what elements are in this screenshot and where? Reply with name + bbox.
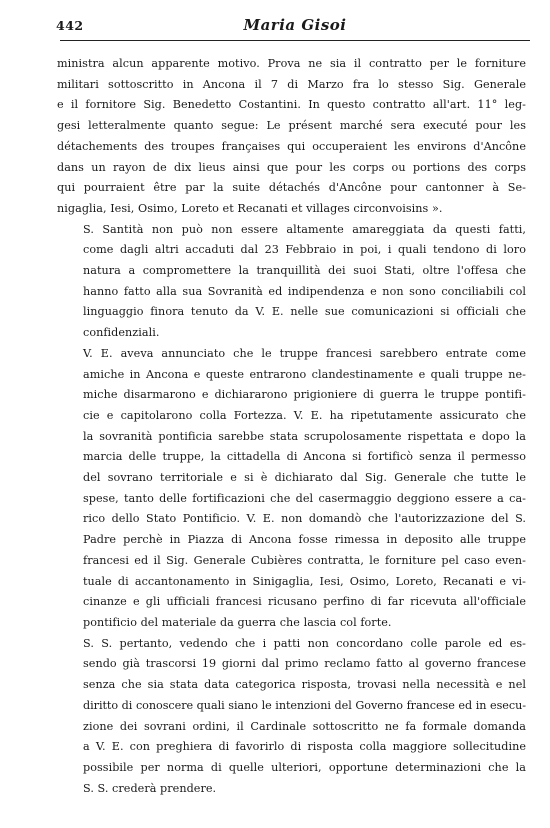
text-line: miche disarmarono e dichiararono prigioniere di guerra le truppe pontifi-	[83, 388, 526, 402]
body-text	[57, 54, 526, 799]
text-line: militari sottoscritto in Ancona il 7 di Marzo fra lo stesso Sig. Generale	[57, 77, 526, 91]
text-line: hanno fatto alla sua Sovranità ed indipendenza e non sono conciliabili col	[83, 284, 526, 298]
text-line: francesi ed il Sig. Generale Cubières contratta, le forniture pel caso even-	[83, 553, 526, 567]
page-header	[56, 14, 530, 41]
text-line: amiche in Ancona e queste entrarono clandestinamente e quali truppe ne-	[83, 367, 526, 381]
text-line: rico dello Stato Pontificio. V. E. non domandò che l'autorizzazione del S.	[83, 512, 526, 526]
paragraph	[57, 220, 526, 344]
text-line: V. E. aveva annunciato che le truppe francesi sarebbero entrate come	[83, 346, 526, 360]
text-line: natura a compromettere la tranquillità dei suoi Stati, oltre l'offesa che	[83, 264, 526, 278]
text-line: qui pourraient être par la suite détachés d'Ancône pour cantonner à Se-	[57, 181, 526, 195]
text-line: come dagli altri accaduti dal 23 Febbraio in poi, i quali tendono di loro	[83, 243, 526, 257]
text-line: marcia delle truppe, la cittadella di Ancona si fortificò senza il permesso	[83, 450, 526, 464]
text-line: ministra alcun apparente motivo. Prova ne sia il contratto per le forniture	[57, 57, 526, 70]
text-line: gesi letteralmente quanto segue: Le présent marché sera executé pour les	[57, 119, 526, 133]
text-line: cinanze e gli ufficiali francesi ricusano perfino di far ricevuta all'officiale	[83, 595, 526, 609]
text-line: del sovrano territoriale e si è dichiarato dal Sig. Generale che tutte le	[83, 471, 526, 485]
text-line: possibile per norma di quelle ulteriori, opportune determinazioni che la	[83, 760, 526, 774]
text-line: diritto di conoscere quali siano le intenzioni del Governo francese ed in esecu-	[83, 698, 526, 712]
text-line: zione dei sovrani ordini, il Cardinale sottoscritto ne fa formale domanda	[83, 719, 526, 733]
page-number: 442	[56, 18, 84, 33]
text-line: détachements des troupes françaises qui occuperaient les environs d'Ancône	[57, 139, 526, 153]
text-line: S. S. crederà prendere.	[83, 781, 217, 795]
text-line: S. Santità non può non essere altamente amareggiata da questi fatti,	[83, 222, 526, 236]
text-line: dans un rayon de dix lieus ainsi que pour les corps ou portions des corps	[57, 160, 526, 174]
text-line: nigaglia, Iesi, Osimo, Loreto et Recanati et villages circonvoisins ».	[57, 201, 443, 215]
text-line: la sovranità pontificia sarebbe stata scrupolosamente rispettata e dopo la	[83, 429, 526, 443]
text-line: linguaggio finora tenuto da V. E. nelle sue comunicazioni si officiali che	[83, 305, 526, 319]
text-line: Padre perchè in Piazza di Ancona fosse rimessa in deposito alle truppe	[83, 533, 526, 547]
text-line: confidenziali.	[83, 326, 160, 340]
paragraph	[57, 344, 526, 634]
text-line: spese, tanto delle fortificazioni che del casermaggio deggiono essere a ca-	[83, 491, 526, 505]
text-line: senza che sia stata data categorica risposta, trovasi nella necessità e nel	[83, 678, 526, 692]
paragraph	[57, 634, 526, 800]
text-line: a V. E. con preghiera di favorirlo di risposta colla maggiore sollecitudine	[83, 740, 526, 754]
text-line: tuale di accantonamento in Sinigaglia, Iesi, Osimo, Loreto, Recanati e vi-	[83, 574, 526, 588]
text-line: sendo già trascorsi 19 giorni dal primo reclamo fatto al governo francese	[83, 657, 526, 671]
running-title: Maria Gisoi	[243, 16, 347, 34]
paragraph	[57, 54, 526, 220]
text-line: e il fornitore Sig. Benedetto Costantini. In questo contratto all'art. 11° leg-	[57, 98, 526, 112]
text-line: S. S. pertanto, vedendo che i patti non concordano colle parole ed es-	[83, 636, 526, 650]
text-line: pontificio del materiale da guerra che lascia col forte.	[83, 615, 392, 629]
text-line: cie e capitolarono colla Fortezza. V. E. ha ripetutamente assicurato che	[83, 408, 526, 422]
